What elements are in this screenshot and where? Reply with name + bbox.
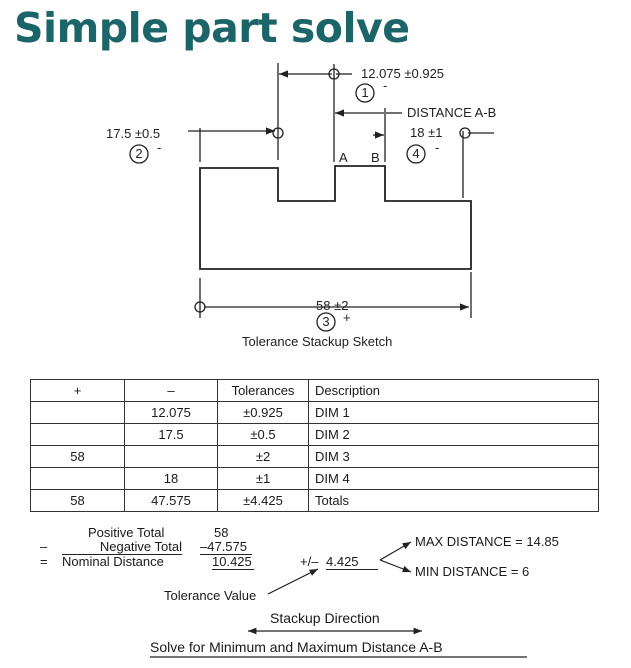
point-b-label: B bbox=[371, 150, 380, 165]
dim3-sign: + bbox=[343, 310, 351, 325]
point-a-label: A bbox=[339, 150, 348, 165]
header-tolerances: Tolerances bbox=[218, 380, 309, 402]
sketch-caption: Tolerance Stackup Sketch bbox=[242, 334, 393, 349]
dim1-sign: - bbox=[383, 78, 388, 93]
max-arrow bbox=[380, 542, 411, 560]
negative-total-value: –47.575 bbox=[200, 539, 252, 555]
table-row bbox=[31, 468, 599, 490]
cell-minus bbox=[125, 446, 218, 468]
header-minus: – bbox=[125, 380, 218, 402]
cell-tolerance: ±0.925 bbox=[218, 402, 309, 424]
min-distance: MIN DISTANCE = 6 bbox=[415, 564, 530, 579]
table-row bbox=[31, 446, 599, 468]
cell-tolerance: ±4.425 bbox=[218, 490, 309, 512]
cell-tolerance: ±1 bbox=[218, 468, 309, 490]
cell-minus: 18 bbox=[125, 468, 218, 490]
dim4-value: 18 ±1 bbox=[410, 125, 443, 140]
max-distance: MAX DISTANCE = 14.85 bbox=[415, 534, 559, 549]
nominal-prefix: = bbox=[40, 554, 48, 569]
dim4-sign: - bbox=[435, 140, 440, 155]
cell-tolerance: ±2 bbox=[218, 446, 309, 468]
cell-plus: 58 bbox=[31, 490, 125, 512]
plus-minus-prefix: +/– bbox=[300, 554, 319, 569]
dim2-value: 17.5 ±0.5 bbox=[106, 126, 161, 141]
dim4-number: 4 bbox=[412, 146, 420, 161]
table-totals-row bbox=[31, 490, 599, 512]
stackup-direction-label: Stackup Direction bbox=[270, 610, 380, 626]
dim3-value: 58 ±2 bbox=[316, 298, 349, 313]
cell-plus bbox=[31, 424, 125, 446]
cell-minus: 17.5 bbox=[125, 424, 218, 446]
cell-plus bbox=[31, 468, 125, 490]
nominal-distance-label: Nominal Distance bbox=[62, 554, 164, 569]
table-row bbox=[31, 402, 599, 424]
nominal-distance-value: 10.425 bbox=[212, 554, 254, 570]
stackup-table bbox=[30, 379, 599, 512]
cell-description: DIM 4 bbox=[309, 468, 599, 490]
distance-ab-label: DISTANCE A-B bbox=[407, 105, 497, 120]
cell-plus: 58 bbox=[31, 446, 125, 468]
min-arrow bbox=[380, 560, 411, 572]
dim1-number: 1 bbox=[361, 85, 369, 100]
table-row bbox=[31, 424, 599, 446]
cell-minus: 47.575 bbox=[125, 490, 218, 512]
table-header-row bbox=[31, 380, 599, 402]
cell-minus: 12.075 bbox=[125, 402, 218, 424]
cell-plus bbox=[31, 402, 125, 424]
part-outline bbox=[200, 166, 471, 269]
header-description: Description bbox=[309, 380, 599, 402]
dim2-sign: - bbox=[157, 140, 162, 155]
dim1-value: 12.075 ±0.925 bbox=[361, 66, 445, 81]
cell-description: DIM 2 bbox=[309, 424, 599, 446]
negative-prefix: – bbox=[40, 539, 48, 554]
dim3-number: 3 bbox=[322, 314, 330, 329]
header-plus: + bbox=[31, 380, 125, 402]
solve-statement: Solve for Minimum and Maximum Distance A-B bbox=[150, 639, 443, 655]
cell-tolerance: ±0.5 bbox=[218, 424, 309, 446]
cell-description: DIM 1 bbox=[309, 402, 599, 424]
positive-total-label: Positive Total bbox=[88, 525, 165, 540]
negative-total-label: Negative Total bbox=[62, 539, 182, 555]
dim2-number: 2 bbox=[135, 146, 143, 161]
page-title: Simple part solve bbox=[14, 4, 410, 52]
tolerance-pointer bbox=[268, 569, 318, 594]
tolerance-value-label: Tolerance Value bbox=[164, 588, 257, 603]
cell-description: DIM 3 bbox=[309, 446, 599, 468]
cell-description: Totals bbox=[309, 490, 599, 512]
tolerance-value: 4.425 bbox=[326, 554, 378, 570]
positive-total-value: 58 bbox=[214, 525, 229, 540]
